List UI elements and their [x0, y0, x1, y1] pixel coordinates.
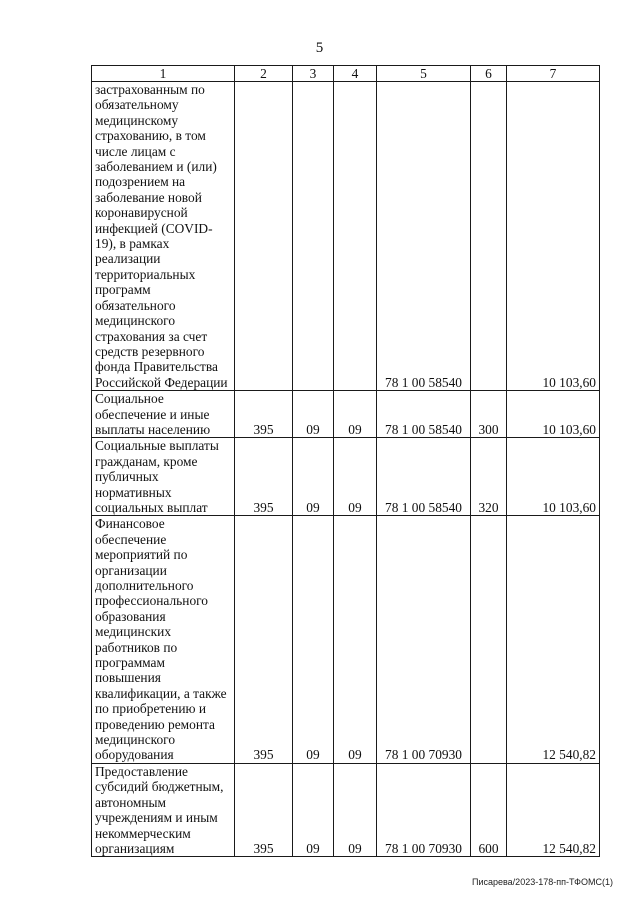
column-header: 4 [334, 66, 377, 82]
row-name: Социальное обеспечение и иные выплаты населению [92, 391, 235, 438]
footer-reference: Писарева/2023-178-пп-ТФОМС(1) [471, 877, 613, 887]
column-header: 5 [377, 66, 471, 82]
cell-col5: 78 1 00 70930 [377, 763, 471, 856]
cell-col2: 395 [235, 438, 293, 516]
table-row [92, 82, 600, 391]
table-row [92, 438, 600, 516]
cell-col7: 10 103,60 [507, 391, 600, 438]
cell-col6 [471, 516, 507, 764]
row-name: Социальные выплаты гражданам, кроме публичных нормативных социальных выплат [92, 438, 235, 516]
page-number: 5 [315, 40, 324, 56]
cell-col2: 395 [235, 391, 293, 438]
cell-col4: 09 [334, 763, 377, 856]
table-row [92, 391, 600, 438]
cell-col4 [334, 82, 377, 391]
cell-col6: 320 [471, 438, 507, 516]
cell-col3 [293, 82, 334, 391]
row-name: застрахованным по обязательному медицинскому страхованию, в том числе лицам с заболеванием и (или) подозрением на заболевание новой коронавирусной инфекцией (COVID-19), в рамках реализации территориальных программ обязательного медицинского страхования за счет средств резервного фонда Правительства Российской Федерации [92, 82, 235, 391]
cell-col3: 09 [293, 516, 334, 764]
row-name: Предоставление субсидий бюджетным, автономным учреждениям и иным некоммерческим организациям [92, 763, 235, 856]
column-header: 7 [507, 66, 600, 82]
budget-table [91, 65, 600, 857]
cell-col6: 300 [471, 391, 507, 438]
cell-col4: 09 [334, 391, 377, 438]
table-row [92, 516, 600, 764]
cell-col3: 09 [293, 763, 334, 856]
cell-col7: 10 103,60 [507, 438, 600, 516]
column-header: 2 [235, 66, 293, 82]
cell-col5: 78 1 00 58540 [377, 391, 471, 438]
cell-col6 [471, 82, 507, 391]
column-header: 1 [92, 66, 235, 82]
column-header: 6 [471, 66, 507, 82]
cell-col4: 09 [334, 438, 377, 516]
cell-col4: 09 [334, 516, 377, 764]
cell-col3: 09 [293, 438, 334, 516]
cell-col7: 12 540,82 [507, 763, 600, 856]
cell-col7: 10 103,60 [507, 82, 600, 391]
column-header: 3 [293, 66, 334, 82]
cell-col6: 600 [471, 763, 507, 856]
cell-col5: 78 1 00 70930 [377, 516, 471, 764]
table-row [92, 763, 600, 856]
cell-col2: 395 [235, 763, 293, 856]
cell-col5: 78 1 00 58540 [377, 438, 471, 516]
cell-col7: 12 540,82 [507, 516, 600, 764]
cell-col2 [235, 82, 293, 391]
row-name: Финансовое обеспечение мероприятий по организации дополнительного профессионального образования медицинских работников по программам повышения квалификации, а также по приобретению и проведению ремонта медицинского оборудования [92, 516, 235, 764]
cell-col3: 09 [293, 391, 334, 438]
header-row [92, 66, 600, 82]
cell-col5: 78 1 00 58540 [377, 82, 471, 391]
cell-col2: 395 [235, 516, 293, 764]
